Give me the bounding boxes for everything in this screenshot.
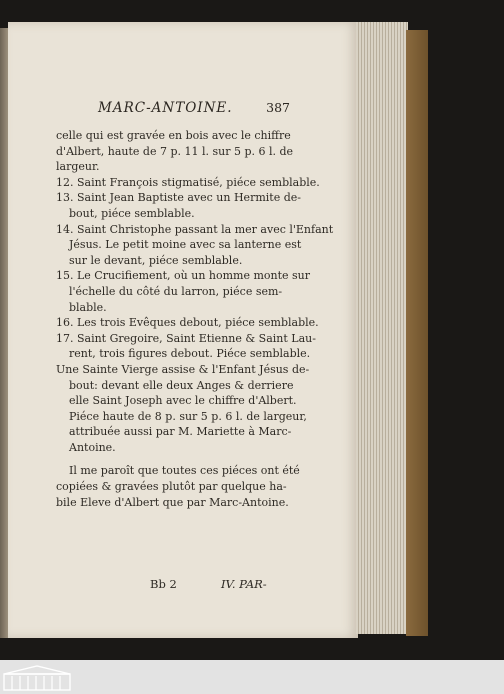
viewer-bottom-bar <box>0 660 504 694</box>
text-line: elle Saint Joseph avec le chiffre d'Albert. <box>69 394 297 408</box>
catchword: IV. PAR- <box>221 577 267 591</box>
text-line: 16. Les trois Evêques debout, piéce semblable. <box>56 316 319 330</box>
text-line: Il me paroît que toutes ces piéces ont été <box>69 464 300 478</box>
page-fore-edge <box>356 22 408 634</box>
text-line: 12. Saint François stigmatisé, piéce semblable. <box>56 175 320 189</box>
text-line: Une Sainte Vierge assise & l'Enfant Jésus de- <box>56 362 310 376</box>
book-page <box>8 22 358 638</box>
text-line: bout, piéce semblable. <box>69 206 195 220</box>
running-head <box>98 100 290 120</box>
page-body <box>56 128 334 510</box>
text-line: Jésus. Le petit moine avec sa lanterne est <box>69 238 302 252</box>
library-building-icon <box>2 664 72 692</box>
text-line: largeur. <box>56 160 100 174</box>
text-line: 13. Saint Jean Baptiste avec un Hermite de- <box>56 191 301 205</box>
text-line: 15. Le Crucifiement, où un homme monte sur <box>56 269 311 283</box>
book-cover-board <box>406 30 428 636</box>
text-line: celle qui est gravée en bois avec le chiffre <box>56 129 291 142</box>
running-head-title: MARC-ANTOINE. <box>98 100 233 116</box>
text-line: d'Albert, haute de 7 p. 11 l. sur 5 p. 6 l. de <box>56 144 294 158</box>
text-line: bile Eleve d'Albert que par Marc-Antoine. <box>56 495 289 509</box>
text-line: 14. Saint Christophe passant la mer avec l'Enfant <box>56 222 334 236</box>
text-line: copiées & gravées plutôt par quelque ha- <box>56 480 287 494</box>
text-line: bout: devant elle deux Anges & derriere <box>69 378 294 392</box>
text-line: attribuée aussi par M. Mariette à Marc- <box>69 425 292 439</box>
text-line: Piéce haute de 8 p. sur 5 p. 6 l. de largeur, <box>69 409 307 423</box>
paragraph-gap <box>56 455 282 463</box>
text-line: blable. <box>69 300 107 314</box>
text-line: l'échelle du côté du larron, piéce sem- <box>69 284 283 298</box>
text-line: sur le devant, piéce semblable. <box>69 253 243 267</box>
text-line: rent, trois figures debout. Piéce semblable. <box>69 347 311 361</box>
text-line: Antoine. <box>69 440 116 454</box>
page-footer <box>8 577 358 597</box>
text-line: 17. Saint Gregoire, Saint Etienne & Saint Lau- <box>56 331 316 345</box>
page-number: 387 <box>266 100 290 115</box>
signature-mark: Bb 2 <box>150 577 177 591</box>
